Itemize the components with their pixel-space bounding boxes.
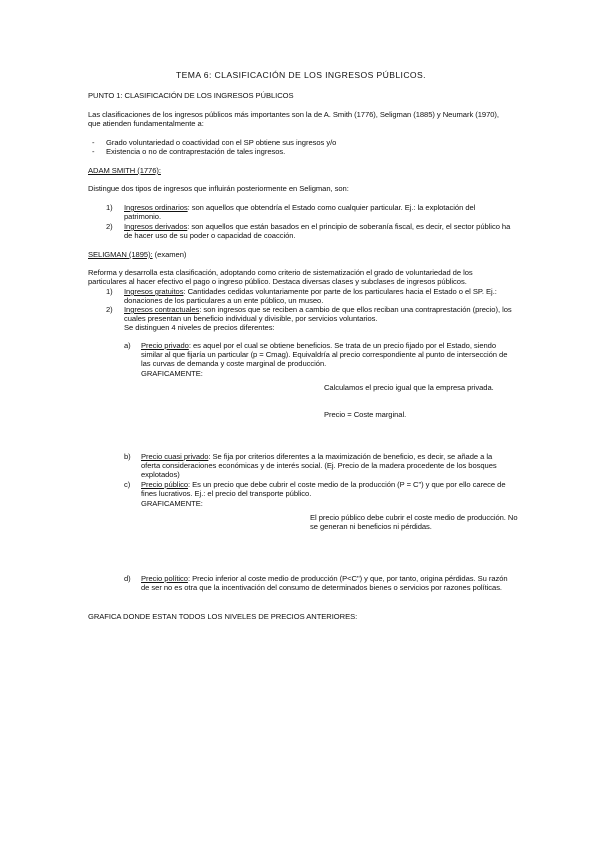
smith-intro: Distingue dos tipos de ingresos que influirán posteriormente en Seligman, son: xyxy=(88,184,349,193)
seligman-item-contractuales xyxy=(124,305,512,323)
definition: : es aquel por el cual se obtiene beneficios. Se trata de un precio fijado por el Estado, siendo similar al que fijaría un particular (p = Cmag). Equivaldría al precio correspondiente al punto de intersección de las curvas de demanda y coste marginal de producción. xyxy=(141,341,508,369)
price-item-politico xyxy=(141,574,513,592)
definition: : Se fija por criterios diferentes a la maximización de beneficio, es decir, se añade a la oferta consideraciones económicas y de interés social. (Ej. Precio de la madera procedente de los bosques explotados) xyxy=(141,452,497,480)
definition: : son ingresos que se reciben a cambio de que ellos reciban una contraprestación (precio), los cuales presentan un beneficio individual y divisible, por servicios voluntarios. xyxy=(124,305,512,324)
seligman-note: (examen) xyxy=(152,250,187,259)
criteria-item: Grado voluntariedad o coactividad con el SP obtiene sus ingresos y/o xyxy=(106,138,337,147)
graph-note-privado-formula: Precio = Coste marginal. xyxy=(324,410,407,419)
term: Ingresos contractuales xyxy=(124,305,200,314)
smith-item-derivados xyxy=(124,222,512,240)
document-title: TEMA 6: CLASIFICACIÓN DE LOS INGRESOS PÚBLICOS. xyxy=(176,70,426,80)
bullet-dash: - xyxy=(92,147,95,156)
list-number: 2) xyxy=(106,222,113,231)
price-item-cuasi-privado xyxy=(141,452,511,480)
definition: : son aquellos que obtendría el Estado como cualquier particular. Ej.: la explotación del patrimonio. xyxy=(124,203,476,222)
price-label-c: c) xyxy=(124,480,131,489)
seligman-heading xyxy=(88,250,186,259)
term: Ingresos derivados xyxy=(124,222,188,231)
seligman-title: SELIGMAN (1895): xyxy=(88,250,153,259)
criteria-item: Existencia o no de contraprestación de tales ingresos. xyxy=(106,147,286,156)
term: Precio político xyxy=(141,574,188,583)
levels-intro: Se distinguen 4 niveles de precios diferentes: xyxy=(124,323,275,332)
graficamente-label: GRAFICAMENTE: xyxy=(141,499,203,508)
price-label-b: b) xyxy=(124,452,131,461)
definition: : Es un precio que debe cubrir el coste medio de la producción (P = C") y que por ello carece de fines lucrativos. Ej.: el precio del transporte público. xyxy=(141,480,506,499)
list-number: 2) xyxy=(106,305,113,314)
definition: : Cantidades cedidas voluntariamente por parte de los particulares hacia el Estado o el SP. Ej.: donaciones de los particulares a un ente público, un museo. xyxy=(124,287,497,306)
graph-note-publico: El precio público debe cubrir el coste medio de producción. No se generan ni beneficios ni pérdidas. xyxy=(310,513,518,532)
graph-note-privado: Calculamos el precio igual que la empresa privada. xyxy=(324,383,494,392)
bullet-dash: - xyxy=(92,138,95,147)
price-item-privado xyxy=(141,341,511,369)
seligman-intro: Reforma y desarrolla esta clasificación, adoptando como criterio de sistematización el grado de voluntariedad de los particulares al hacer efectivo el pago o ingreso público. Destaca diversas clases y subclases de ingresos públicos. xyxy=(88,268,473,287)
list-number: 1) xyxy=(106,203,113,212)
section-heading-punto1: PUNTO 1: CLASIFICACIÓN DE LOS INGRESOS PÚBLICOS xyxy=(88,91,294,100)
term: Precio cuasi privado xyxy=(141,452,209,461)
price-label-a: a) xyxy=(124,341,131,350)
final-heading: GRAFICA DONDE ESTAN TODOS LOS NIVELES DE PRECIOS ANTERIORES: xyxy=(88,612,358,621)
price-item-publico xyxy=(141,480,511,498)
term: Ingresos gratuitos xyxy=(124,287,184,296)
definition: : son aquellos que están basados en el principio de soberanía fiscal, es decir, el sector público ha de hacer uso de su poder o capacidad de coacción. xyxy=(124,222,511,241)
intro-paragraph: Las clasificaciones de los ingresos públicos más importantes son la de A. Smith (1776), Seligman (1885) y Neumark (1970), que atienden fundamentalmente a: xyxy=(88,110,499,129)
graficamente-label: GRAFICAMENTE: xyxy=(141,369,203,378)
term: Precio privado xyxy=(141,341,189,350)
definition: : Precio inferior al coste medio de producción (P<C") y que, por tanto, origina pérdidas. Su razón de ser no es otra que la incentivación del consumo de determinados bienes o servicios por razones políticas. xyxy=(141,574,508,593)
term: Precio público xyxy=(141,480,188,489)
price-label-d: d) xyxy=(124,574,131,583)
seligman-item-gratuitos xyxy=(124,287,512,305)
smith-heading: ADAM SMITH (1776): xyxy=(88,166,161,175)
smith-item-ordinarios xyxy=(124,203,512,221)
term: Ingresos ordinarios xyxy=(124,203,188,212)
list-number: 1) xyxy=(106,287,113,296)
